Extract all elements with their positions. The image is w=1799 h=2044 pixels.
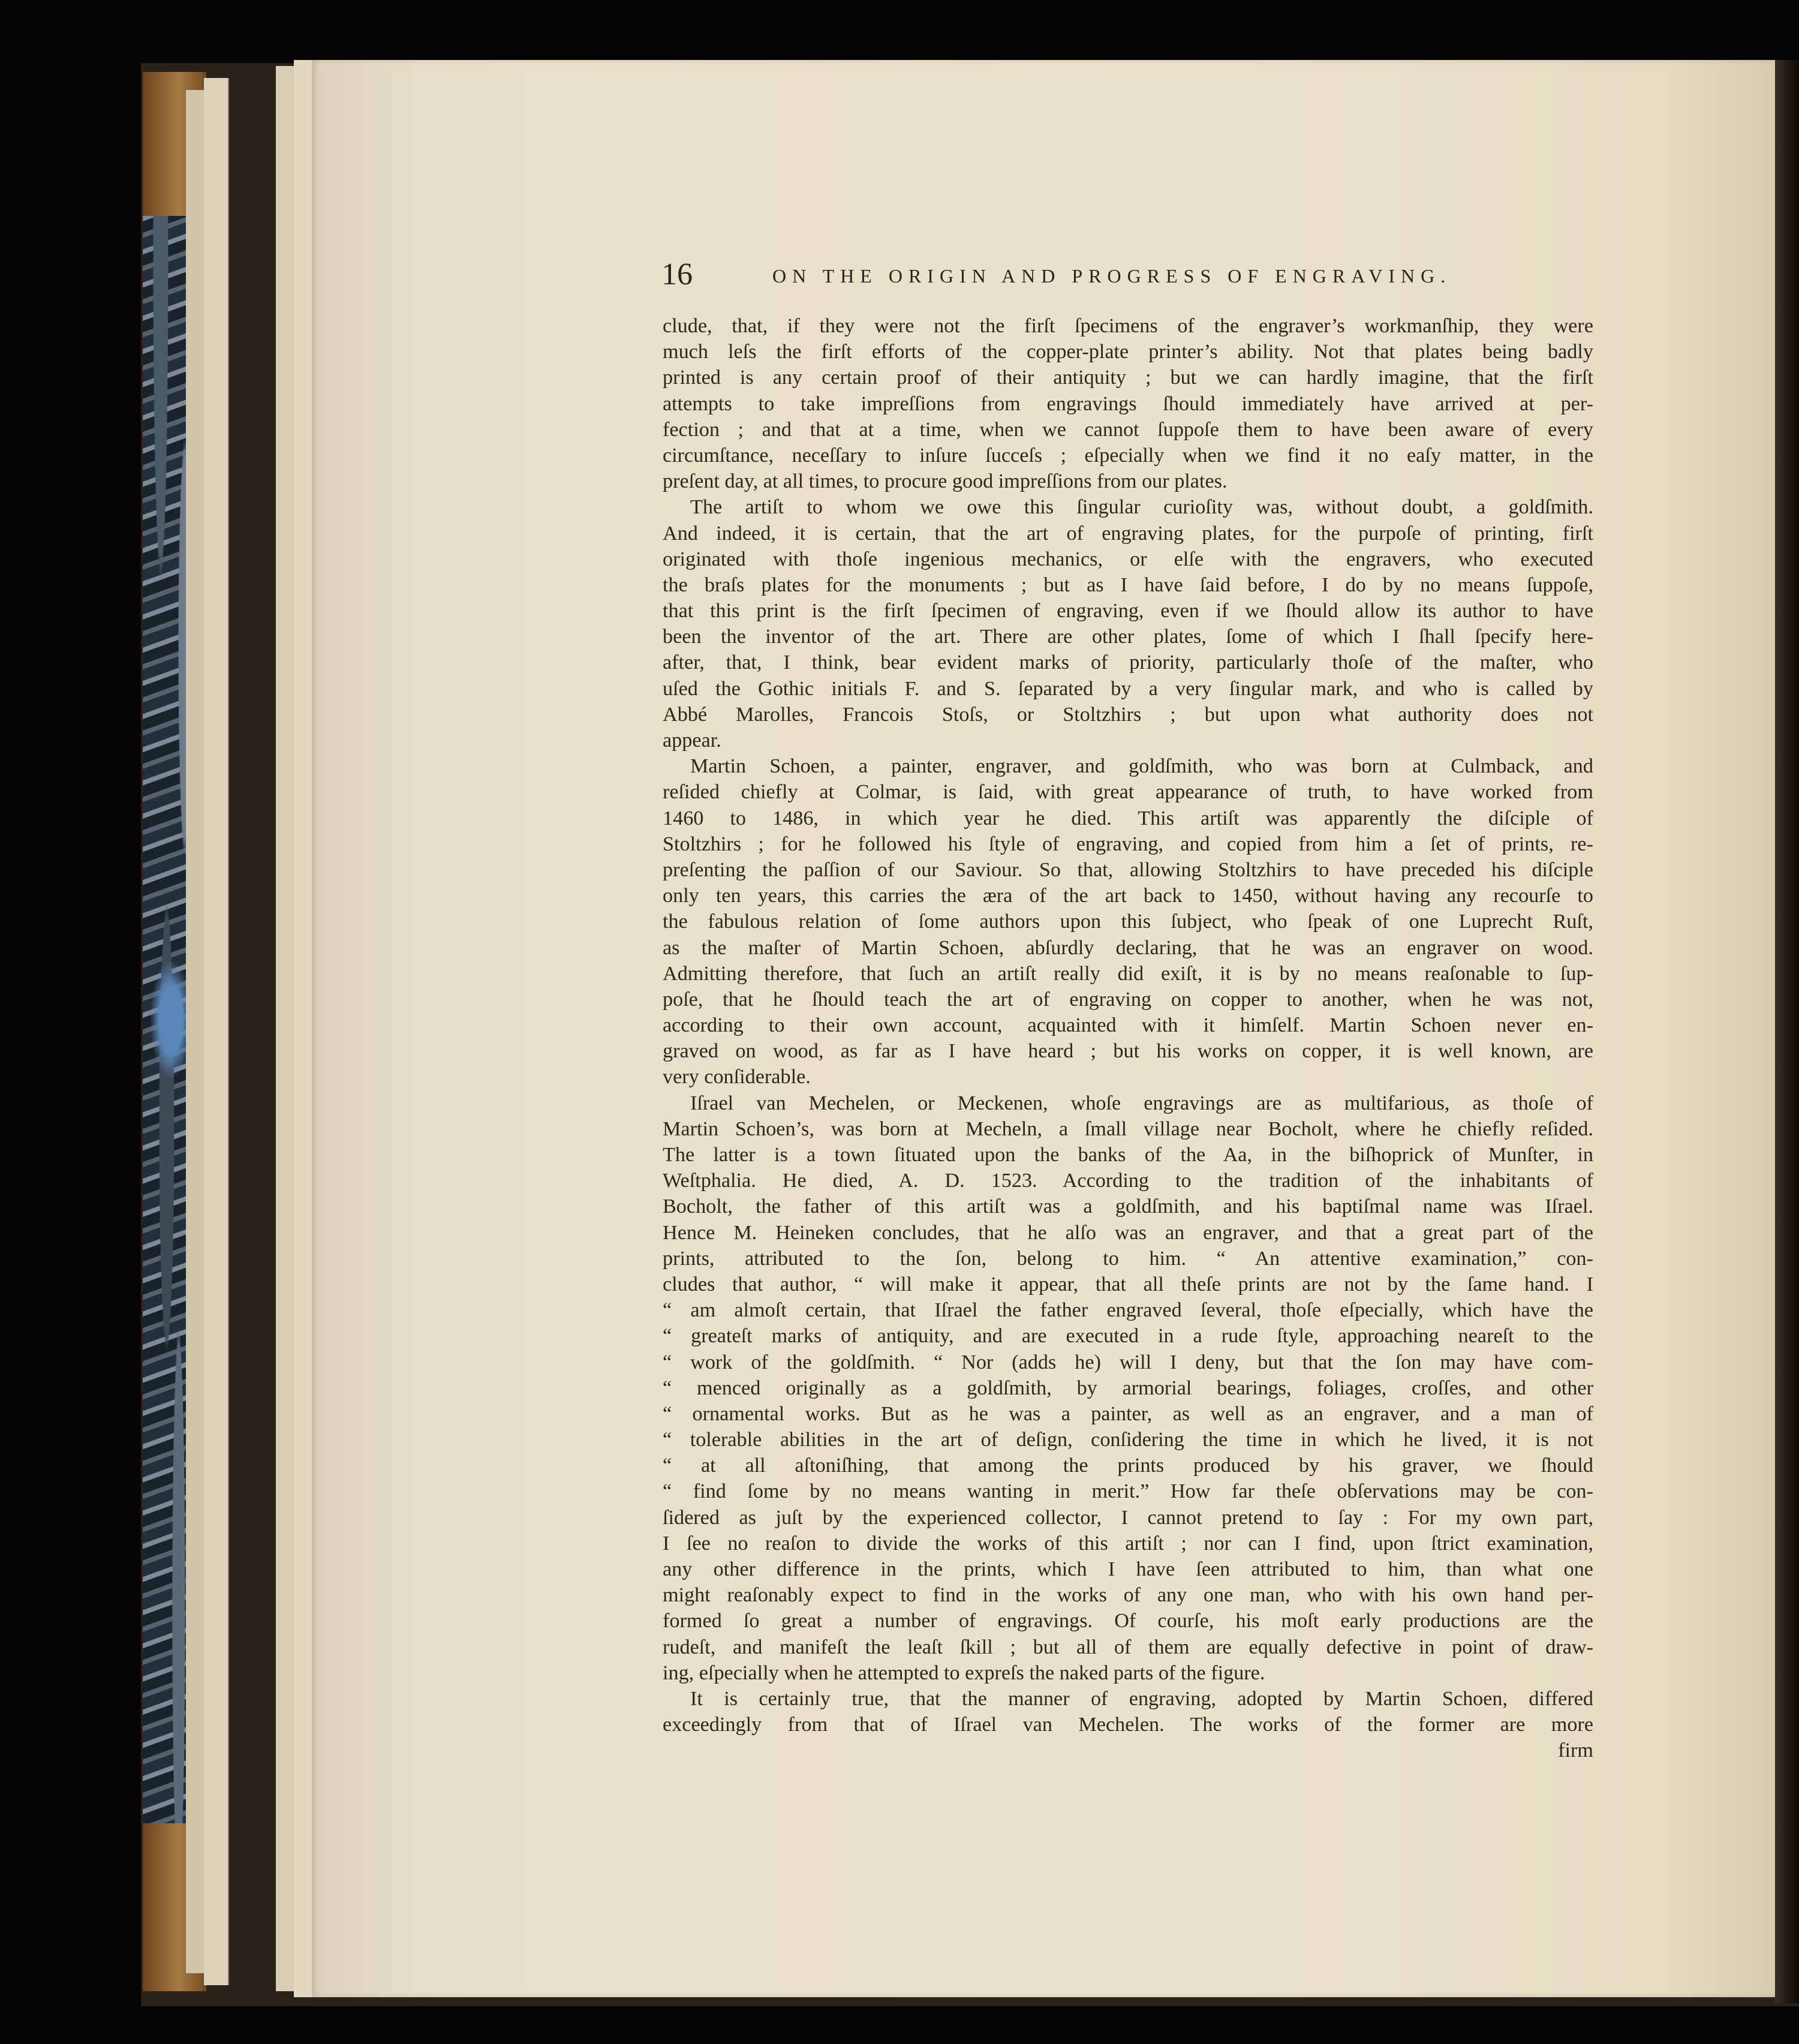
text-line: poſe, that he ſhould teach the art of engraving on copper to another, when he was not, — [663, 988, 1593, 1011]
text-line: any other difference in the prints, which I have ſeen attributed to him, than what one — [663, 1558, 1593, 1580]
text-line: according to their own account, acquainted with it himſelf. Martin Schoen never en- — [663, 1014, 1593, 1037]
text-line: “ tolerable abilities in the art of deſign, conſidering the time in which he lived, it is not — [663, 1429, 1593, 1451]
text-line: the braſs plates for the monuments ; but as I have ſaid before, I do by no means ſuppoſe, — [663, 573, 1593, 596]
text-line: as the maſter of Martin Schoen, abſurdly declaring, that he was an engraver on wood. — [663, 936, 1593, 959]
page-gutter-shadow — [1775, 60, 1799, 2003]
text-line: ing, eſpecially when he attempted to expreſs the naked parts of the figure. — [663, 1661, 1265, 1684]
running-head: ON THE ORIGIN AND PROGRESS OF ENGRAVING. — [772, 265, 1452, 287]
text-line: “ ornamental works. But as he was a painter, as well as an engraver, and a man of — [663, 1402, 1593, 1425]
page-stack-edge — [204, 78, 229, 1985]
text-line: Hence M. Heineken concludes, that he alſo was an engraver, and that a great part of the — [663, 1221, 1593, 1244]
text-line: much leſs the firſt efforts of the copper-plate printer’s ability. Not that plates being badly — [663, 341, 1593, 363]
text-line: Admitting therefore, that ſuch an artiſt really did exiſt, it is by no means reaſonable to ſup- — [663, 962, 1593, 985]
text-line: I ſee no reaſon to divide the works of this artiſt ; nor can I find, upon ſtrict examination, — [663, 1532, 1593, 1555]
text-line: been the inventor of the art. There are other plates, ſome of which I ſhall ſpecify here- — [663, 626, 1593, 648]
text-line: very conſiderable. — [663, 1066, 811, 1089]
text-line: the fabulous relation of ſome authors upon this ſubject, who ſpeak of one Luprecht Ruſt, — [663, 910, 1593, 933]
text-line: And indeed, it is certain, that the art of engraving plates, for the purpoſe of printing, firſt — [663, 522, 1593, 545]
text-line: printed is any certain proof of their antiquity ; but we can hardly imagine, that the firſt — [663, 366, 1593, 389]
text-line: appear. — [663, 729, 721, 752]
text-line: Weſtphalia. He died, A. D. 1523. According to the tradition of the inhabitants of — [663, 1170, 1593, 1192]
text-line: “ am almoſt certain, that Iſrael the father engraved ſeveral, thoſe eſpecially, which have the — [663, 1299, 1593, 1322]
page-number: 16 — [661, 257, 693, 291]
text-line: exceedingly from that of Iſrael van Mechelen. The works of the former are more — [663, 1714, 1593, 1736]
text-line: only ten years, this carries the æra of the art back to 1450, without having any recourſe to — [663, 885, 1593, 907]
text-line: The artiſt to whom we owe this ſingular curioſity was, without doubt, a goldſmith. — [690, 496, 1593, 519]
text-line: graved on wood, as far as I have heard ; but his works on copper, it is well known, are — [663, 1040, 1593, 1063]
text-line: attempts to take impreſſions from engravings ſhould immediately have arrived at per- — [663, 392, 1593, 415]
text-line: circumſtance, neceſſary to inſure ſucceſs ; eſpecially when we find it no eaſy matter, in the — [663, 444, 1593, 467]
text-line: formed ſo great a number of engravings. Of courſe, his moſt early productions are the — [663, 1610, 1593, 1633]
text-line: It is certainly true, that the manner of engraving, adopted by Martin Schoen, differed — [690, 1687, 1593, 1710]
text-line: firm — [1558, 1739, 1593, 1762]
text-line: “ greateſt marks of antiquity, and are executed in a rude ſtyle, approaching neareſt to the — [663, 1325, 1593, 1348]
text-line: might reaſonably expect to find in the works of any one man, who with his own hand per- — [663, 1584, 1593, 1607]
text-line: reſided chiefly at Colmar, is ſaid, with great appearance of truth, to have worked from — [663, 781, 1593, 804]
text-line: ſidered as juſt by the experienced collector, I cannot pretend to ſay : For my own part, — [663, 1506, 1593, 1529]
text-line: “ find ſome by no means wanting in merit.” How far theſe obſervations may be con- — [663, 1480, 1593, 1503]
text-line: Martin Schoen, a painter, engraver, and goldſmith, who was born at Culmback, and — [690, 755, 1593, 778]
text-line: rudeſt, and manifeſt the leaſt ſkill ; but all of them are equally defective in point of draw- — [663, 1636, 1593, 1658]
text-line: preſent day, at all times, to procure good impreſſions from our plates. — [663, 470, 1228, 493]
body-text — [663, 313, 1593, 1764]
text-line: fection ; and that at a time, when we cannot ſuppoſe them to have been aware of every — [663, 418, 1593, 441]
text-line: The latter is a town ſituated upon the banks of the Aa, in the biſhoprick of Munſter, in — [663, 1144, 1593, 1166]
text-line: “ menced originally as a goldſmith, by armorial bearings, foliages, croſſes, and other — [663, 1376, 1593, 1399]
text-line: “ at all aſtoniſhing, that among the prints produced by his graver, we ſhould — [663, 1454, 1593, 1477]
text-line: Abbé Marolles, Francois Stoſs, or Stoltzhirs ; but upon what authority does not — [663, 703, 1593, 726]
text-line: uſed the Gothic initials F. and S. ſeparated by a very ſingular mark, and who is called by — [663, 677, 1593, 700]
page-header — [661, 257, 1597, 293]
text-line: Bocholt, the father of this artiſt was a goldſmith, and his baptiſmal name was Iſrael. — [663, 1195, 1593, 1218]
text-line: Martin Schoen’s, was born at Mecheln, a ſmall village near Bocholt, where he chiefly reſided. — [663, 1117, 1593, 1140]
text-line: prints, attributed to the ſon, belong to him. “ An attentive examination,” con- — [663, 1247, 1593, 1270]
text-line: 1460 to 1486, in which year he died. This artiſt was apparently the diſciple of — [663, 807, 1593, 829]
text-line: clude, that, if they were not the firſt ſpecimens of the engraver’s workmanſhip, they were — [663, 315, 1593, 337]
text-line: cludes that author, “ will make it appear, that all theſe prints are not by the ſame hand. I — [663, 1273, 1593, 1295]
text-line: after, that, I think, bear evident marks of priority, particularly thoſe of the maſter, who — [663, 651, 1593, 674]
text-line: that this print is the firſt ſpecimen of engraving, even if we ſhould allow its author to have — [663, 600, 1593, 623]
text-line: “ work of the goldſmith. “ Nor (adds he) will I deny, but that the ſon may have com- — [663, 1351, 1593, 1373]
text-line: preſenting the paſſion of our Saviour. So that, allowing Stoltzhirs to have preceded his diſciple — [663, 858, 1593, 881]
text-line: Iſrael van Mechelen, or Meckenen, whoſe engravings are as multifarious, as thoſe of — [690, 1092, 1593, 1114]
text-line: Stoltzhirs ; for he followed his ſtyle of engraving, and copied from him a ſet of prints, re- — [663, 832, 1593, 855]
text-line: originated with thoſe ingenious mechanics, or elſe with the engravers, who executed — [663, 548, 1593, 570]
